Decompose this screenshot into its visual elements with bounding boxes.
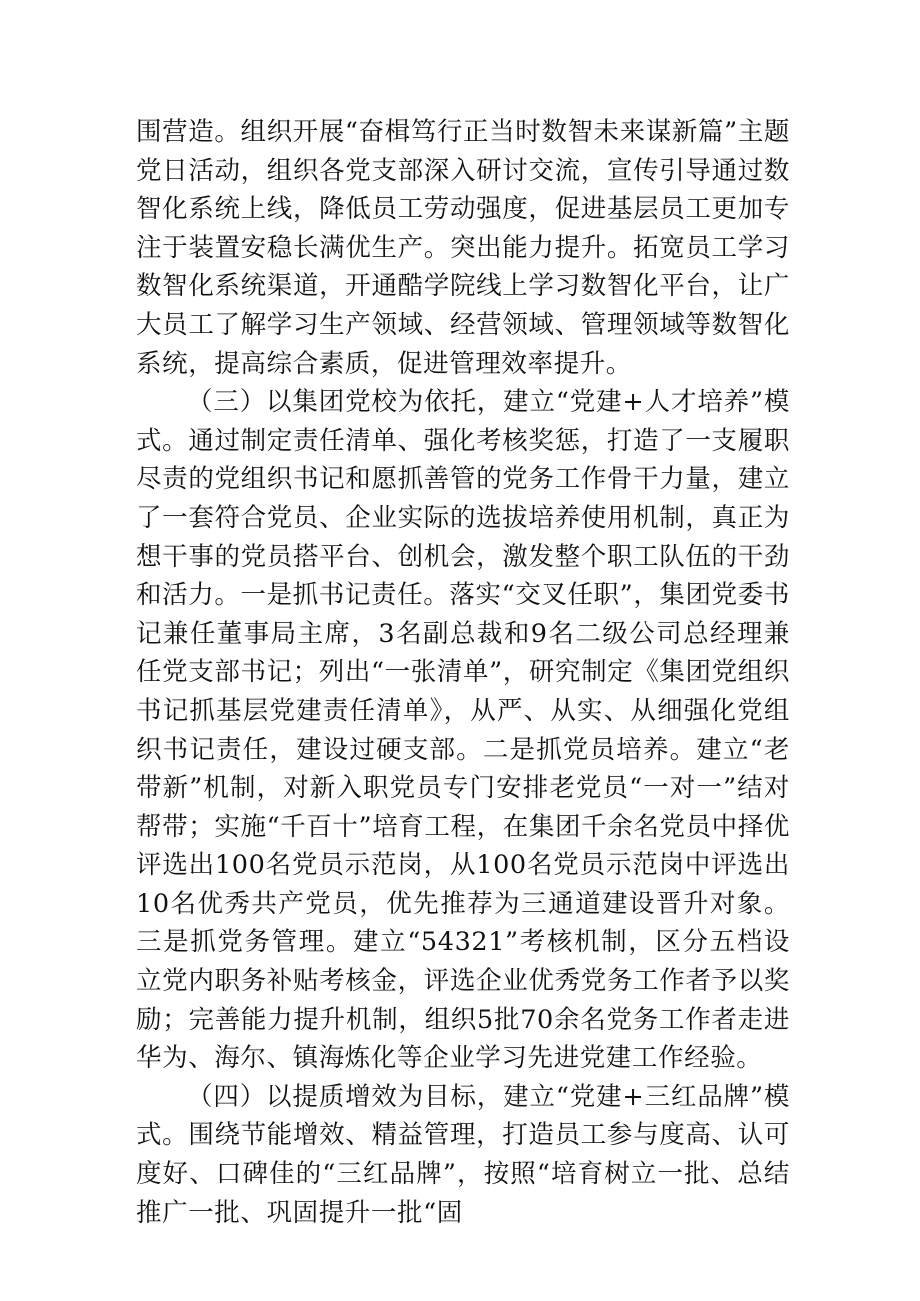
paragraph-section-three: （三）以集团党校为依托，建立“党建+人才培养”模式。通过制定责任清单、强化考核奖惩，打造了一支履职尽责的党组织书记和愿抓善管的党务工作骨干力量，建立了一套符合党员、企业实际的选拔培养使用机制，真正为想干事的党员搭平台、创机会，激发整个职工队伍的干劲和活力。一是抓书记责任。落实“交叉任职”，集团党委书记兼任董事局主席，3名副总裁和9名二级公司总经理兼任党支部书记；列出“一张清单”，研究制定《集团党组织书记抓基层党建责任清单》，从严、从实、从细强化党组织书记责任，建设过硬支部。二是抓党员培养。建立“老带新”机制，对新入职党员专门安排老党员“一对一”结对帮带；实施“千百十”培育工程，在集团千余名党员中择优评选出100名党员示范岗，从100名党员示范岗中评选出10名优秀共产党员，优先推荐为三通道建设晋升对象。三是抓党务管理。建立“54321”考核机制，区分五档设立党内职务补贴考核金，评选企业优秀党务工作者予以奖励；完善能力提升机制，组织5批70余名党务工作者走进华为、海尔、镇海炼化等企业学习先进党建工作经验。: [136, 387, 790, 1074]
document-body: [136, 113, 790, 1232]
paragraph-continuation: 围营造。组织开展“奋楫笃行正当时数智未来谋新篇”主题党日活动，组织各党支部深入研讨交流，宣传引导通过数智化系统上线，降低员工劳动强度，促进基层员工更加专注于装置安稳长满优生产。突出能力提升。拓宽员工学习数智化系统渠道，开通酷学院线上学习数智化平台，让广大员工了解学习生产领域、经营领域、管理领域等数智化系统，提高综合素质，促进管理效率提升。: [136, 117, 790, 379]
paragraph-section-four: （四）以提质增效为目标，建立“党建+三红品牌”模式。围绕节能增效、精益管理，打造员工参与度高、认可度好、口碑佳的“三红品牌”，按照“培育树立一批、总结推广一批、巩固提升一批“固: [136, 1081, 790, 1228]
